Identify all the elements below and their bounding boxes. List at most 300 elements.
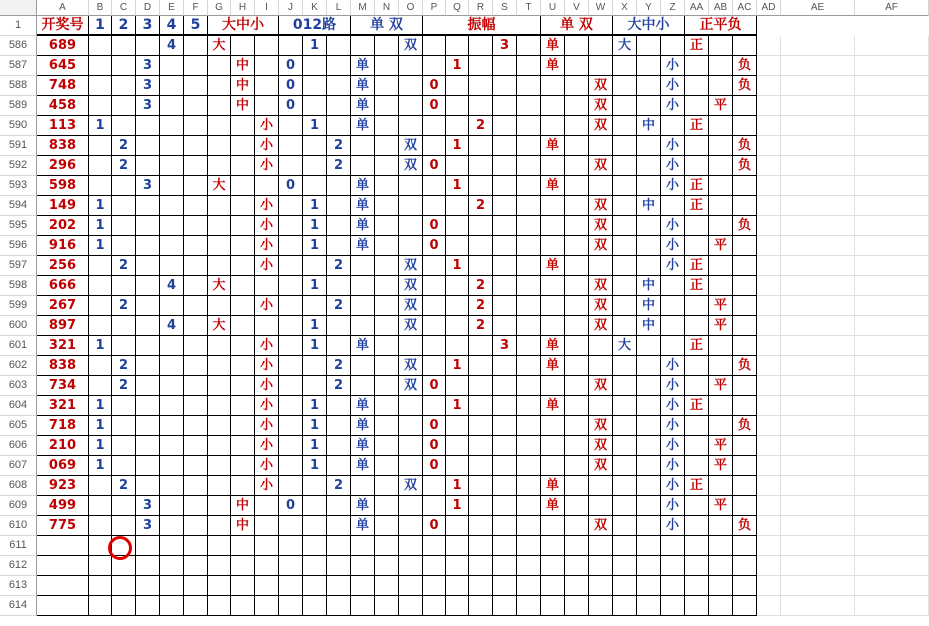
cell-m[interactable]: 单 <box>351 116 375 136</box>
cell-c[interactable] <box>112 396 136 416</box>
cell-j[interactable] <box>279 556 303 576</box>
cell-aa[interactable]: 正 <box>685 276 709 296</box>
cell-ab[interactable] <box>709 336 733 356</box>
cell-v[interactable] <box>565 156 589 176</box>
cell-v[interactable] <box>565 256 589 276</box>
column-header-aa[interactable]: AA <box>685 0 709 16</box>
cell-b[interactable] <box>89 96 112 116</box>
cell-v[interactable] <box>565 76 589 96</box>
cell-p[interactable] <box>423 556 446 576</box>
cell-g[interactable] <box>208 396 231 416</box>
cell-a[interactable]: 775 <box>37 516 89 536</box>
column-header-e[interactable]: E <box>160 0 184 16</box>
cell-x[interactable] <box>613 476 637 496</box>
cell-z[interactable]: 小 <box>661 496 685 516</box>
column-header-f[interactable]: F <box>184 0 208 16</box>
header-cell-b[interactable]: 1 <box>89 16 112 36</box>
cell-e[interactable] <box>160 376 184 396</box>
cell-z[interactable]: 小 <box>661 176 685 196</box>
cell-y[interactable] <box>637 476 661 496</box>
cell-w[interactable] <box>589 356 613 376</box>
cell-ae[interactable] <box>781 116 855 136</box>
cell-n[interactable] <box>375 56 399 76</box>
cell-s[interactable] <box>493 156 517 176</box>
column-header-af[interactable]: AF <box>855 0 929 16</box>
cell-af[interactable] <box>855 316 929 336</box>
cell-j[interactable] <box>279 236 303 256</box>
cell-b[interactable] <box>89 156 112 176</box>
cell-s[interactable] <box>493 556 517 576</box>
cell-f[interactable] <box>184 536 208 556</box>
cell-x[interactable] <box>613 596 637 616</box>
cell-s[interactable] <box>493 136 517 156</box>
cell-u[interactable] <box>541 556 565 576</box>
column-header-p[interactable]: P <box>423 0 446 16</box>
cell-q[interactable]: 1 <box>446 176 469 196</box>
column-header-g[interactable]: G <box>208 0 231 16</box>
cell-aa[interactable] <box>685 496 709 516</box>
cell-x[interactable] <box>613 196 637 216</box>
cell-h[interactable]: 中 <box>231 76 255 96</box>
cell-u[interactable] <box>541 536 565 556</box>
row-header[interactable]: 594 <box>0 196 37 216</box>
cell-o[interactable] <box>399 76 423 96</box>
column-header-x[interactable]: X <box>613 0 637 16</box>
cell-m[interactable] <box>351 556 375 576</box>
cell-i[interactable]: 小 <box>255 356 279 376</box>
cell-c[interactable] <box>112 436 136 456</box>
cell-f[interactable] <box>184 476 208 496</box>
cell-s[interactable] <box>493 316 517 336</box>
cell-d[interactable] <box>136 336 160 356</box>
cell-ab[interactable]: 平 <box>709 496 733 516</box>
cell-ae[interactable] <box>781 356 855 376</box>
cell-d[interactable] <box>136 576 160 596</box>
cell-s[interactable] <box>493 196 517 216</box>
cell-ac[interactable] <box>733 36 757 56</box>
cell-a[interactable]: 321 <box>37 396 89 416</box>
cell-x[interactable] <box>613 236 637 256</box>
cell-n[interactable] <box>375 276 399 296</box>
cell-d[interactable] <box>136 356 160 376</box>
cell-y[interactable]: 中 <box>637 296 661 316</box>
cell-i[interactable]: 小 <box>255 196 279 216</box>
cell-n[interactable] <box>375 296 399 316</box>
cell-aa[interactable]: 正 <box>685 336 709 356</box>
cell-x[interactable] <box>613 316 637 336</box>
cell-x[interactable] <box>613 436 637 456</box>
cell-l[interactable]: 2 <box>327 356 351 376</box>
cell-t[interactable] <box>517 436 541 456</box>
cell-l[interactable] <box>327 36 351 56</box>
cell-b[interactable] <box>89 596 112 616</box>
cell-s[interactable] <box>493 256 517 276</box>
cell-d[interactable] <box>136 596 160 616</box>
cell-e[interactable] <box>160 156 184 176</box>
cell-e[interactable] <box>160 356 184 376</box>
cell-p[interactable] <box>423 476 446 496</box>
cell-j[interactable]: 0 <box>279 96 303 116</box>
cell-d[interactable] <box>136 276 160 296</box>
column-header-w[interactable]: W <box>589 0 613 16</box>
cell-g[interactable] <box>208 356 231 376</box>
cell-j[interactable] <box>279 376 303 396</box>
cell-f[interactable] <box>184 256 208 276</box>
select-all-corner[interactable] <box>0 0 37 16</box>
cell-n[interactable] <box>375 316 399 336</box>
cell-l[interactable] <box>327 556 351 576</box>
cell-y[interactable] <box>637 256 661 276</box>
row-header[interactable]: 600 <box>0 316 37 336</box>
cell-u[interactable] <box>541 516 565 536</box>
cell-r[interactable] <box>469 36 493 56</box>
cell-ae[interactable] <box>781 156 855 176</box>
cell-s[interactable] <box>493 476 517 496</box>
cell-t[interactable] <box>517 316 541 336</box>
cell-r[interactable] <box>469 556 493 576</box>
cell-t[interactable] <box>517 296 541 316</box>
cell-ad[interactable] <box>757 96 781 116</box>
column-header-l[interactable]: L <box>327 0 351 16</box>
cell-z[interactable] <box>661 336 685 356</box>
cell-a[interactable]: 458 <box>37 96 89 116</box>
cell-ae[interactable] <box>781 36 855 56</box>
cell-ab[interactable] <box>709 136 733 156</box>
cell-y[interactable] <box>637 456 661 476</box>
cell-ac[interactable] <box>733 396 757 416</box>
cell-ab[interactable] <box>709 56 733 76</box>
cell-l[interactable]: 2 <box>327 156 351 176</box>
cell-q[interactable] <box>446 156 469 176</box>
cell-w[interactable] <box>589 336 613 356</box>
cell-ad[interactable] <box>757 276 781 296</box>
cell-t[interactable] <box>517 416 541 436</box>
cell-d[interactable]: 3 <box>136 496 160 516</box>
cell-h[interactable]: 中 <box>231 96 255 116</box>
cell-ac[interactable] <box>733 236 757 256</box>
cell-ab[interactable] <box>709 116 733 136</box>
column-header-ae[interactable]: AE <box>781 0 855 16</box>
cell-c[interactable] <box>112 216 136 236</box>
cell-u[interactable]: 单 <box>541 176 565 196</box>
cell-v[interactable] <box>565 36 589 56</box>
cell-ac[interactable] <box>733 496 757 516</box>
cell-g[interactable] <box>208 136 231 156</box>
cell-ae[interactable] <box>781 456 855 476</box>
cell-r[interactable] <box>469 216 493 236</box>
cell-e[interactable] <box>160 76 184 96</box>
cell-f[interactable] <box>184 576 208 596</box>
cell-a[interactable]: 202 <box>37 216 89 236</box>
cell-z[interactable]: 小 <box>661 76 685 96</box>
cell-i[interactable] <box>255 76 279 96</box>
cell-w[interactable]: 双 <box>589 276 613 296</box>
cell-aa[interactable] <box>685 436 709 456</box>
cell-j[interactable]: 0 <box>279 176 303 196</box>
cell-ad[interactable] <box>757 316 781 336</box>
cell-a[interactable]: 267 <box>37 296 89 316</box>
row-header[interactable]: 605 <box>0 416 37 436</box>
cell-u[interactable] <box>541 576 565 596</box>
cell-n[interactable] <box>375 96 399 116</box>
cell-y[interactable] <box>637 396 661 416</box>
cell-aa[interactable] <box>685 556 709 576</box>
cell-b[interactable] <box>89 36 112 56</box>
cell-m[interactable]: 单 <box>351 436 375 456</box>
cell-r[interactable] <box>469 136 493 156</box>
cell-b[interactable] <box>89 496 112 516</box>
cell-a[interactable]: 499 <box>37 496 89 516</box>
cell-ab[interactable]: 平 <box>709 436 733 456</box>
cell-g[interactable] <box>208 536 231 556</box>
cell-n[interactable] <box>375 136 399 156</box>
cell-i[interactable] <box>255 536 279 556</box>
header-cell-uvw[interactable]: 单 双 <box>541 16 613 36</box>
cell-h[interactable]: 中 <box>231 56 255 76</box>
cell-q[interactable] <box>446 276 469 296</box>
cell-g[interactable] <box>208 376 231 396</box>
cell-d[interactable] <box>136 396 160 416</box>
cell-i[interactable]: 小 <box>255 156 279 176</box>
cell-o[interactable] <box>399 416 423 436</box>
cell-o[interactable] <box>399 436 423 456</box>
cell-k[interactable] <box>303 176 327 196</box>
cell-a[interactable]: 916 <box>37 236 89 256</box>
cell-n[interactable] <box>375 376 399 396</box>
cell-j[interactable] <box>279 416 303 436</box>
cell-g[interactable] <box>208 76 231 96</box>
cell-k[interactable]: 1 <box>303 276 327 296</box>
cell-g[interactable] <box>208 416 231 436</box>
cell-ad[interactable] <box>757 36 781 56</box>
cell-b[interactable] <box>89 556 112 576</box>
cell-b[interactable] <box>89 296 112 316</box>
cell-t[interactable] <box>517 76 541 96</box>
cell-p[interactable]: 0 <box>423 436 446 456</box>
cell-ab[interactable]: 平 <box>709 376 733 396</box>
cell-s[interactable] <box>493 56 517 76</box>
cell-t[interactable] <box>517 476 541 496</box>
cell-y[interactable] <box>637 556 661 576</box>
cell-y[interactable]: 中 <box>637 196 661 216</box>
cell-ad[interactable] <box>757 596 781 616</box>
cell-ab[interactable]: 平 <box>709 456 733 476</box>
cell-o[interactable] <box>399 336 423 356</box>
cell-ad[interactable] <box>757 116 781 136</box>
cell-j[interactable]: 0 <box>279 76 303 96</box>
cell-y[interactable]: 中 <box>637 276 661 296</box>
cell-f[interactable] <box>184 276 208 296</box>
cell-u[interactable]: 单 <box>541 136 565 156</box>
cell-r[interactable]: 2 <box>469 276 493 296</box>
cell-r[interactable]: 2 <box>469 296 493 316</box>
cell-l[interactable]: 2 <box>327 136 351 156</box>
cell-f[interactable] <box>184 416 208 436</box>
cell-aa[interactable] <box>685 296 709 316</box>
cell-ab[interactable] <box>709 536 733 556</box>
cell-af[interactable] <box>855 256 929 276</box>
cell-u[interactable] <box>541 76 565 96</box>
cell-q[interactable] <box>446 116 469 136</box>
cell-q[interactable] <box>446 336 469 356</box>
cell-v[interactable] <box>565 316 589 336</box>
cell-v[interactable] <box>565 196 589 216</box>
cell-af[interactable] <box>855 416 929 436</box>
cell-d[interactable] <box>136 316 160 336</box>
cell-l[interactable] <box>327 116 351 136</box>
cell-aa[interactable] <box>685 156 709 176</box>
cell-k[interactable] <box>303 376 327 396</box>
cell-w[interactable]: 双 <box>589 296 613 316</box>
cell-c[interactable] <box>112 56 136 76</box>
row-header[interactable]: 610 <box>0 516 37 536</box>
cell-n[interactable] <box>375 356 399 376</box>
cell-u[interactable] <box>541 276 565 296</box>
cell-k[interactable] <box>303 516 327 536</box>
cell-c[interactable] <box>112 496 136 516</box>
cell-i[interactable] <box>255 496 279 516</box>
cell-i[interactable]: 小 <box>255 456 279 476</box>
cell-d[interactable] <box>136 216 160 236</box>
cell-ac[interactable]: 负 <box>733 76 757 96</box>
cell-e[interactable] <box>160 136 184 156</box>
cell-s[interactable] <box>493 356 517 376</box>
row-header[interactable]: 609 <box>0 496 37 516</box>
cell-m[interactable] <box>351 356 375 376</box>
cell-v[interactable] <box>565 536 589 556</box>
cell-w[interactable]: 双 <box>589 116 613 136</box>
column-header-d[interactable]: D <box>136 0 160 16</box>
cell-h[interactable] <box>231 296 255 316</box>
cell-z[interactable] <box>661 576 685 596</box>
cell-r[interactable] <box>469 476 493 496</box>
cell-i[interactable] <box>255 556 279 576</box>
header-cell-aa_ac[interactable]: 正平负 <box>685 16 757 36</box>
cell-w[interactable] <box>589 596 613 616</box>
cell-g[interactable] <box>208 56 231 76</box>
cell-z[interactable]: 小 <box>661 516 685 536</box>
cell-a[interactable]: 113 <box>37 116 89 136</box>
cell-z[interactable] <box>661 116 685 136</box>
cell-x[interactable] <box>613 496 637 516</box>
cell-i[interactable]: 小 <box>255 436 279 456</box>
cell-i[interactable] <box>255 176 279 196</box>
cell-d[interactable] <box>136 536 160 556</box>
cell-e[interactable] <box>160 236 184 256</box>
cell-aa[interactable] <box>685 316 709 336</box>
cell-w[interactable] <box>589 556 613 576</box>
cell-m[interactable]: 单 <box>351 396 375 416</box>
cell-z[interactable] <box>661 316 685 336</box>
cell-p[interactable]: 0 <box>423 456 446 476</box>
cell-u[interactable] <box>541 116 565 136</box>
cell-t[interactable] <box>517 576 541 596</box>
cell-af[interactable] <box>855 516 929 536</box>
cell-ad[interactable] <box>757 536 781 556</box>
cell-a[interactable] <box>37 596 89 616</box>
cell-af[interactable] <box>855 476 929 496</box>
cell-ad[interactable] <box>757 76 781 96</box>
cell-y[interactable] <box>637 496 661 516</box>
cell-k[interactable] <box>303 296 327 316</box>
cell-m[interactable] <box>351 136 375 156</box>
column-header-n[interactable]: N <box>375 0 399 16</box>
cell-z[interactable]: 小 <box>661 356 685 376</box>
cell-p[interactable] <box>423 196 446 216</box>
cell-l[interactable] <box>327 76 351 96</box>
cell-ae[interactable] <box>781 476 855 496</box>
cell-e[interactable] <box>160 216 184 236</box>
cell-ac[interactable] <box>733 116 757 136</box>
cell-g[interactable]: 大 <box>208 276 231 296</box>
cell-f[interactable] <box>184 316 208 336</box>
cell-x[interactable]: 大 <box>613 336 637 356</box>
cell-l[interactable] <box>327 596 351 616</box>
cell-k[interactable] <box>303 356 327 376</box>
cell-y[interactable] <box>637 216 661 236</box>
cell-t[interactable] <box>517 176 541 196</box>
row-header[interactable]: 602 <box>0 356 37 376</box>
row-header[interactable]: 611 <box>0 536 37 556</box>
cell-t[interactable] <box>517 496 541 516</box>
cell-i[interactable]: 小 <box>255 216 279 236</box>
cell-d[interactable] <box>136 436 160 456</box>
cell-e[interactable] <box>160 416 184 436</box>
cell-h[interactable] <box>231 256 255 276</box>
cell-n[interactable] <box>375 36 399 56</box>
cell-d[interactable] <box>136 296 160 316</box>
cell-r[interactable] <box>469 256 493 276</box>
cell-ae[interactable] <box>781 276 855 296</box>
cell-af[interactable] <box>855 536 929 556</box>
cell-r[interactable] <box>469 356 493 376</box>
cell-c[interactable]: 2 <box>112 156 136 176</box>
cell-e[interactable] <box>160 116 184 136</box>
cell-aa[interactable]: 正 <box>685 116 709 136</box>
cell-q[interactable] <box>446 36 469 56</box>
cell-m[interactable]: 单 <box>351 96 375 116</box>
cell-ac[interactable] <box>733 596 757 616</box>
cell-q[interactable]: 1 <box>446 396 469 416</box>
cell-r[interactable]: 2 <box>469 196 493 216</box>
cell-af[interactable] <box>855 596 929 616</box>
cell-t[interactable] <box>517 516 541 536</box>
row-header[interactable]: 596 <box>0 236 37 256</box>
cell-s[interactable] <box>493 516 517 536</box>
cell-s[interactable] <box>493 96 517 116</box>
cell-w[interactable] <box>589 36 613 56</box>
cell-a[interactable]: 718 <box>37 416 89 436</box>
cell-l[interactable] <box>327 196 351 216</box>
cell-w[interactable]: 双 <box>589 236 613 256</box>
header-cell-f[interactable]: 5 <box>184 16 208 36</box>
cell-q[interactable]: 1 <box>446 136 469 156</box>
cell-l[interactable]: 2 <box>327 376 351 396</box>
cell-r[interactable] <box>469 576 493 596</box>
cell-b[interactable]: 1 <box>89 436 112 456</box>
cell-n[interactable] <box>375 336 399 356</box>
column-header-ad[interactable]: AD <box>757 0 781 16</box>
cell-ae[interactable] <box>781 196 855 216</box>
cell-y[interactable] <box>637 176 661 196</box>
cell-u[interactable] <box>541 96 565 116</box>
column-header-z[interactable]: Z <box>661 0 685 16</box>
cell-y[interactable] <box>637 96 661 116</box>
cell-h[interactable] <box>231 276 255 296</box>
column-header-u[interactable]: U <box>541 0 565 16</box>
cell-d[interactable] <box>136 36 160 56</box>
cell-t[interactable] <box>517 36 541 56</box>
